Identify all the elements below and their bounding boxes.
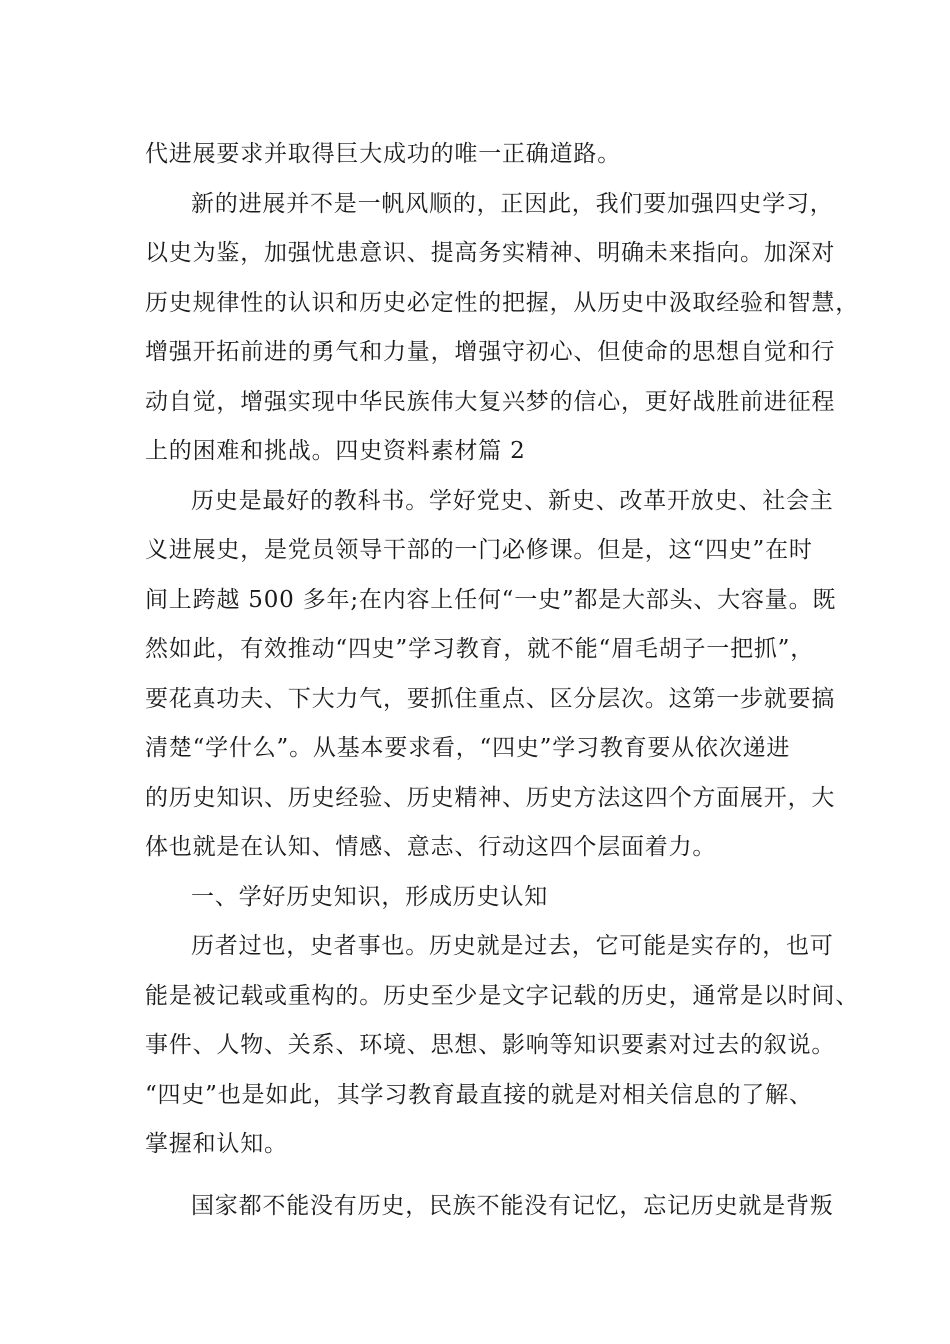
text-line: 动自觉，增强实现中华民族伟大复兴梦的信心，更好战胜前进征程 <box>145 388 836 415</box>
text-line: “四史”也是如此，其学习教育最直接的就是对相关信息的了解、 <box>145 1081 813 1108</box>
paragraph-first-line: 国家都不能没有历史，民族不能没有记忆，忘记历史就是背叛 <box>191 1192 834 1219</box>
text-line: 体也就是在认知、情感、意志、行动这四个层面着力。 <box>145 834 717 860</box>
text-line: 然如此，有效推动“四史”学习教育，就不能“眉毛胡子一把抓”， <box>145 636 815 662</box>
text-line: 掌握和认知。 <box>145 1131 288 1157</box>
text-line: 的历史知识、历史经验、历史精神、历史方法这四个方面展开，大 <box>145 784 836 811</box>
paragraph-first-line: 新的进展并不是一帆风顺的，正因此，我们要加强四史学习， <box>191 190 834 217</box>
text-line: 增强开拓前进的勇气和力量，增强守初心、但使命的思想自觉和行 <box>145 339 836 365</box>
text-line: 代进展要求并取得巨大成功的唯一正确道路。 <box>145 141 621 167</box>
text-line: 义进展史，是党员领导干部的一门必修课。但是，这“四史”在时 <box>145 537 813 563</box>
paragraph-first-line: 历者过也，史者事也。历史就是过去，它可能是实存的，也可 <box>191 933 834 959</box>
text-line: 事件、人物、关系、环境、思想、影响等知识要素对过去的叙说。 <box>145 1032 836 1058</box>
text-line: 间上跨越 500 多年;在内容上任何“一史”都是大部头、大容量。既 <box>145 586 837 613</box>
text-line: 清楚“学什么”。从基本要求看，“四史”学习教育要从依次递进 <box>145 735 791 761</box>
text-line: 以史为鉴，加强忧患意识、提高务实精神、明确未来指向。加深对 <box>145 240 836 266</box>
text-line: 要花真功夫、下大力气，要抓住重点、区分层次。这第一步就要搞 <box>145 685 836 712</box>
document-body <box>145 130 859 1231</box>
text-line: 能是被记载或重构的。历史至少是文字记载的历史，通常是以时间、 <box>145 982 859 1009</box>
section-heading: 一、学好历史知识，形成历史认知 <box>191 883 548 910</box>
paragraph-gap <box>145 1170 845 1182</box>
paragraph-first-line: 历史是最好的教科书。学好党史、新史、改革开放史、社会主 <box>191 487 834 514</box>
text-line: 历史规律性的认识和历史必定性的把握，从历史中汲取经验和智慧， <box>145 289 859 316</box>
text-line: 上的困难和挑战。四史资料素材篇 2 <box>145 438 526 464</box>
